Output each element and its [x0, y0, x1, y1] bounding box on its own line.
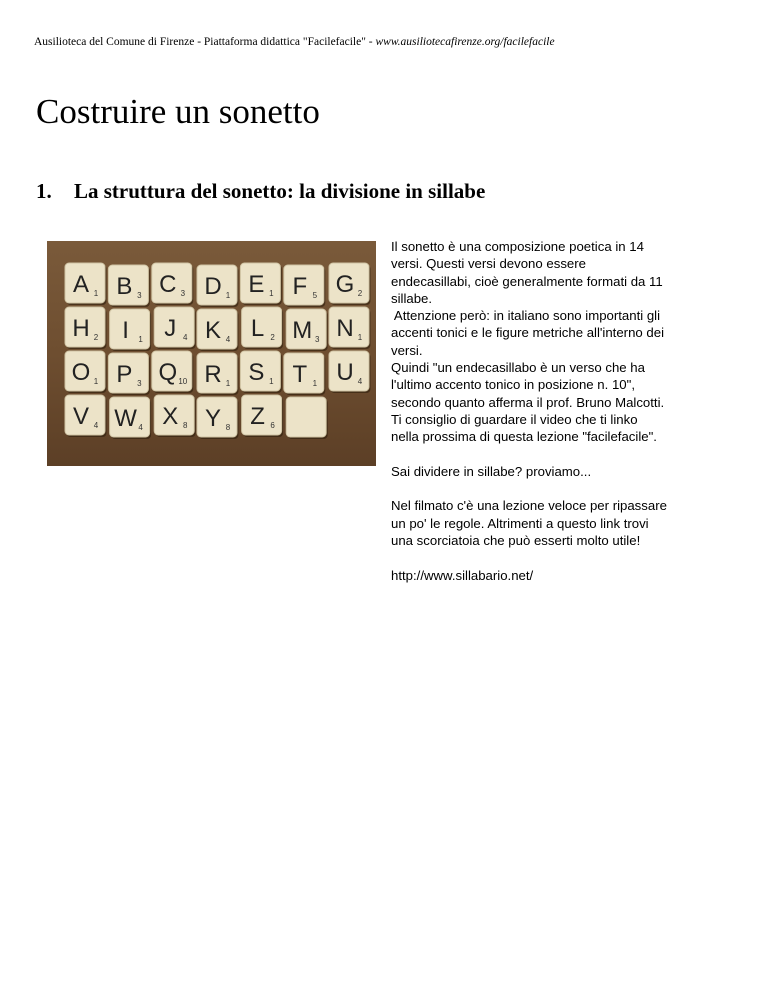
scrabble-tile — [286, 309, 328, 351]
scrabble-tile — [197, 265, 239, 307]
tile-letter: A — [72, 271, 90, 298]
tile-letter: K — [204, 317, 222, 344]
tile-letter: R — [204, 361, 222, 388]
scrabble-tile — [65, 351, 107, 393]
scrabble-tile — [329, 351, 371, 393]
tile-letter: L — [250, 315, 265, 342]
scrabble-tile — [197, 397, 239, 439]
body-line: sillabe. — [391, 290, 433, 306]
tile-score: 4 — [138, 423, 143, 432]
tile-score: 2 — [270, 333, 275, 342]
body-line: una scorciatoia che può esserti molto utile! — [391, 533, 641, 549]
scrabble-tile — [284, 265, 326, 307]
tile-letter: D — [204, 273, 222, 300]
running-header-text: Ausilioteca del Comune di Firenze - Piattaforma didattica "Facilefacile" - — [34, 36, 376, 48]
tile-letter: M — [292, 317, 313, 344]
tile-letter: H — [72, 315, 90, 342]
tile-score: 3 — [180, 289, 186, 298]
tile-score: 1 — [269, 377, 274, 386]
tile-score: 1 — [225, 379, 231, 388]
scrabble-tile — [154, 395, 196, 437]
tile-score: 4 — [93, 421, 99, 430]
sillabario-link[interactable]: http://www.sillabario.net/ — [391, 567, 534, 583]
intro-paragraph — [391, 238, 731, 446]
body-line: accenti tonici e le figure metriche all'interno dei — [391, 325, 665, 341]
scrabble-tile — [65, 263, 107, 305]
tile-score: 4 — [225, 335, 231, 344]
scrabble-tile — [65, 307, 107, 349]
question-line: Sai dividere in sillabe? proviamo... — [391, 463, 592, 479]
tile-letter: P — [116, 361, 133, 388]
tile-score: 4 — [357, 377, 363, 386]
scrabble-tile — [240, 263, 282, 305]
tile-letter: V — [72, 403, 90, 430]
scrabble-tiles-illustration — [47, 241, 376, 466]
tile-score: 5 — [312, 291, 318, 300]
tile-score: 8 — [225, 423, 231, 432]
body-line: secondo quanto afferma il prof. Bruno Malcotti. — [391, 394, 665, 410]
tile-score: 2 — [357, 289, 363, 298]
scrabble-tile — [197, 353, 239, 395]
scrabble-tile — [65, 395, 107, 437]
tile-score: 8 — [182, 421, 188, 430]
scrabble-tile — [154, 307, 196, 349]
running-header-url[interactable]: www.ausiliotecafirenze.org/facilefacile — [375, 36, 555, 48]
scrabble-tile — [152, 351, 194, 393]
tile-letter: X — [162, 403, 179, 430]
scrabble-tile — [197, 309, 239, 351]
scrabble-tile — [329, 263, 371, 305]
section-title: La struttura del sonetto: la divisione in sillabe — [74, 179, 486, 203]
tile-score: 3 — [137, 291, 142, 300]
tile-score: 10 — [178, 377, 188, 386]
section-number: 1. — [36, 179, 52, 203]
body-line: Quindi "un endecasillabo è un verso che ha — [391, 360, 645, 376]
tile-letter: T — [292, 361, 308, 388]
body-line: endecasillabi, cioè generalmente formati da 11 — [391, 273, 663, 289]
tile-score: 2 — [93, 333, 99, 342]
tile-score: 3 — [314, 335, 320, 344]
body-line: Il sonetto è una composizione poetica in 14 — [391, 239, 644, 254]
tile-score: 1 — [225, 291, 231, 300]
tile-score: 1 — [93, 377, 99, 386]
body-text — [391, 238, 731, 584]
body-line: Nel filmato c'è una lezione veloce per ripassare — [391, 498, 667, 514]
body-line: l'ultimo accento tonico in posizione n. 10", — [391, 377, 635, 393]
scrabble-tile — [240, 351, 282, 393]
scrabble-tiles-photo — [47, 241, 376, 466]
scrabble-tile — [329, 307, 371, 349]
scrabble-tile — [286, 397, 328, 439]
scrabble-tile — [108, 265, 149, 307]
tile-letter: O — [71, 359, 91, 386]
body-line: Ti consiglio di guardare il video che ti linko — [391, 411, 638, 427]
scrabble-tile — [108, 353, 149, 395]
tile-letter: Q — [158, 359, 178, 386]
body-line: un po' le regole. Altrimenti a questo link trovi — [391, 515, 649, 531]
video-paragraph — [391, 497, 731, 549]
tile-letter: E — [248, 271, 265, 298]
scrabble-tile — [152, 263, 194, 305]
tile-letter: F — [292, 273, 308, 300]
tile-letter: C — [159, 271, 177, 298]
tile-letter: B — [116, 273, 133, 300]
scrabble-tile — [242, 307, 284, 349]
scrabble-tile — [110, 397, 152, 439]
tile-letter: Z — [250, 403, 265, 430]
tile-score: 6 — [270, 421, 275, 430]
tile-letter: N — [336, 315, 354, 342]
body-line: Attenzione però: in italiano sono importanti gli — [391, 308, 661, 324]
body-line: versi. Questi versi devono essere — [391, 256, 586, 272]
tile-letter: I — [122, 317, 129, 344]
tile-score: 1 — [269, 289, 274, 298]
tile-score: 1 — [138, 335, 143, 344]
scrabble-tile — [242, 395, 284, 437]
tile-score: 1 — [312, 379, 318, 388]
tile-letter: U — [336, 359, 354, 386]
body-line: versi. — [391, 342, 423, 358]
tile-letter: J — [164, 315, 177, 342]
tile-score: 3 — [137, 379, 142, 388]
section-heading — [36, 178, 485, 204]
tile-letter: G — [335, 271, 355, 298]
tile-score: 1 — [93, 289, 99, 298]
tile-letter: W — [114, 405, 137, 432]
scrabble-tile — [284, 353, 326, 395]
running-header — [34, 36, 555, 48]
tile-letter: S — [248, 359, 265, 386]
tile-score: 4 — [182, 333, 188, 342]
scrabble-tile — [110, 309, 152, 351]
tile-letter: Y — [204, 405, 222, 432]
document-title: Costruire un sonetto — [36, 92, 320, 131]
body-line: nella prossima di questa lezione "facilefacile". — [391, 429, 657, 445]
tile-score: 1 — [357, 333, 363, 342]
